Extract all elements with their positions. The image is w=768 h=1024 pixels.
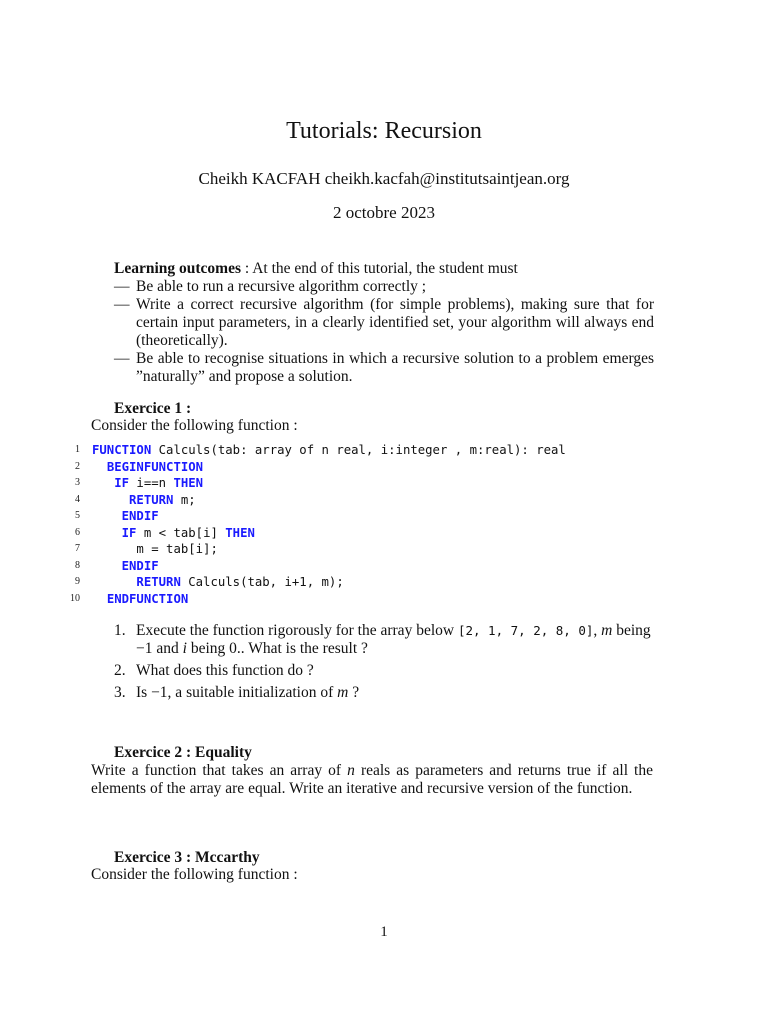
learning-outcomes [114,260,654,386]
exercise1-questions [114,622,659,706]
list-item: — Be able to recognise situations in which a recursive solution to a problem emerges ”naturally” and propose a solution. [114,350,654,385]
code-line: 8 ENDIF [75,558,159,573]
code-listing [62,442,702,607]
learning-outcomes-list [114,278,654,386]
document-title: Tutorials: Recursion [286,118,482,144]
code-line: 5 ENDIF [75,509,159,523]
document-date: 2 octobre 2023 [333,203,435,222]
code-line: 2 BEGINFUNCTION [75,459,204,474]
learning-outcomes-label: Learning outcomes [114,260,242,277]
code-line: 6 IF m < tab[i] THEN [75,525,255,540]
author-line: Cheikh KACFAH cheikh.kacfah@institutsaintjean.org [198,169,570,188]
question-item: 2. What does this function do ? [114,662,314,679]
question-item: 1. Execute the function rigorously for the array below [2, 1, 7, 2, 8, 0], m being −1 and i being 0.. What is the result ? [114,622,651,657]
code-line: 1 FUNCTION Calculs(tab: array of n real, i:integer , m:real): real [75,443,566,457]
list-item: — Write a correct recursive algorithm (for simple problems), making sure that for certain input parameters, in a clearly identified set, your algorithm will always end (theoretically). [114,296,654,349]
code-line: 10 ENDFUNCTION [70,591,189,606]
exercise2-title: Exercice 2 : Equality [114,744,252,761]
code-line: 9 RETURN Calculs(tab, i+1, m); [75,575,344,589]
page-number: 1 [380,924,388,940]
code-line: 7 m = tab[i]; [75,542,218,556]
exercise2-text: Write a function that takes an array of n reals as parameters and returns true if all the elements of the array are equal. Write an iterative and recursive version of the function. [91,762,653,797]
exercise3-title: Exercice 3 : Mccarthy [114,849,260,866]
code-line: 3 IF i==n THEN [75,476,204,490]
exercise1-intro: Consider the following function : [91,417,298,434]
exercise1-title: Exercice 1 : [114,400,192,417]
exercise3-intro: Consider the following function : [91,866,298,883]
code-line: 4 RETURN m; [75,492,196,507]
question-item: 3. Is −1, a suitable initialization of m ? [114,684,360,701]
learning-outcomes-intro: Learning outcomes : At the end of this tutorial, the student must [114,260,518,277]
list-item: — Be able to run a recursive algorithm correctly ; [114,278,427,295]
